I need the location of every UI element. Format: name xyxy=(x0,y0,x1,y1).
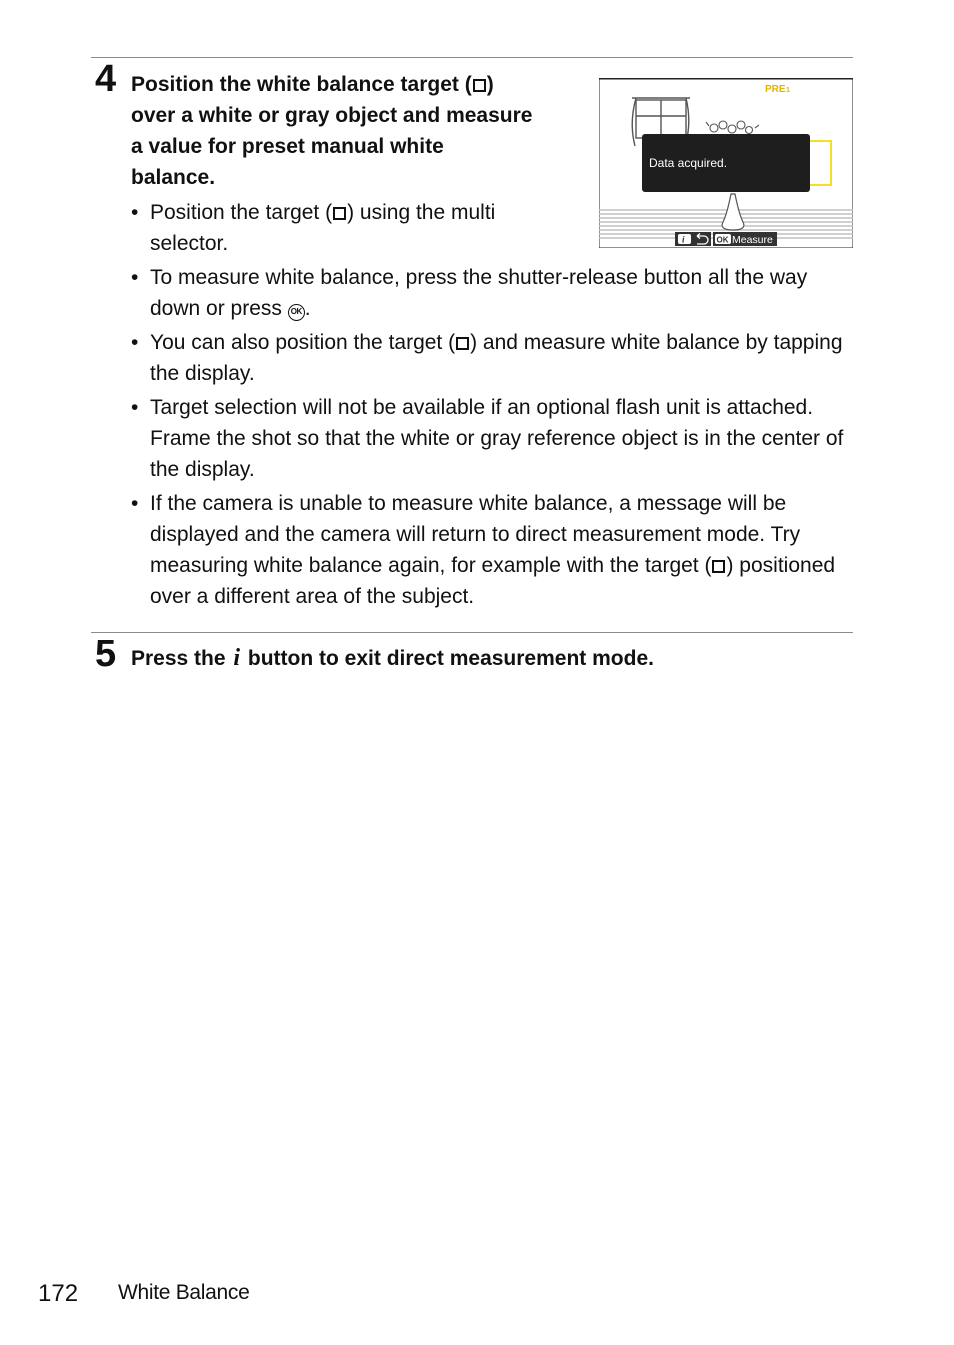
step-4-heading-line-4: balance. xyxy=(131,166,216,189)
message-text: Data acquired. xyxy=(649,156,728,170)
bullet-position-target: • Position the target ( ) using the multi selector. xyxy=(131,197,571,259)
target-square-icon xyxy=(712,560,725,573)
step-4-bullets-top xyxy=(131,197,571,262)
top-rule xyxy=(91,57,853,58)
preset-mode-badge: PRE xyxy=(765,84,786,95)
bullet-flash-unit: • Target selection will not be available if an optional flash unit is attached. Frame the shot so that the white or gray reference object is in the center of the display. xyxy=(131,392,853,485)
step-4-heading-line-3: a value for preset manual white xyxy=(131,135,444,158)
ok-button-icon: OK xyxy=(288,304,305,321)
step-4-heading-line-2: over a white or gray object and measure xyxy=(131,104,533,127)
step-4-heading xyxy=(131,69,581,193)
step-4-number: 4 xyxy=(95,58,117,100)
step-5-rule xyxy=(91,632,853,633)
target-square-icon xyxy=(333,207,346,220)
bullet-tap-display: • You can also position the target ( ) and measure white balance by tapping the display. xyxy=(131,327,853,389)
info-key-icon: i xyxy=(682,234,685,245)
step-4-heading-line-1: Position the white balance target ( ) xyxy=(131,73,494,96)
bullet-unable-to-measure: • If the camera is unable to measure white balance, a message will be displayed and the camera will return to direct measurement mode. Try measuring white balance again, for example with the target ( ) positioned over a different area of the subject. xyxy=(131,488,853,612)
step-5-number: 5 xyxy=(95,633,117,675)
page-number: 172 xyxy=(38,1280,79,1307)
target-square-icon xyxy=(456,337,469,350)
step-5-heading: Press the i button to exit direct measurement mode. xyxy=(131,645,654,671)
ok-key-icon: OK xyxy=(716,235,729,245)
measure-label: Measure xyxy=(732,234,773,246)
step-4-bullets xyxy=(131,262,853,615)
bullet-measure-shutter: • To measure white balance, press the shutter-release button all the way down or press OK . xyxy=(131,262,853,324)
i-button-icon: i xyxy=(233,645,241,671)
target-square-icon xyxy=(473,79,486,92)
section-title: White Balance xyxy=(118,1281,250,1304)
preset-mode-number: 1 xyxy=(786,87,790,94)
camera-screen-illustration xyxy=(599,78,853,248)
